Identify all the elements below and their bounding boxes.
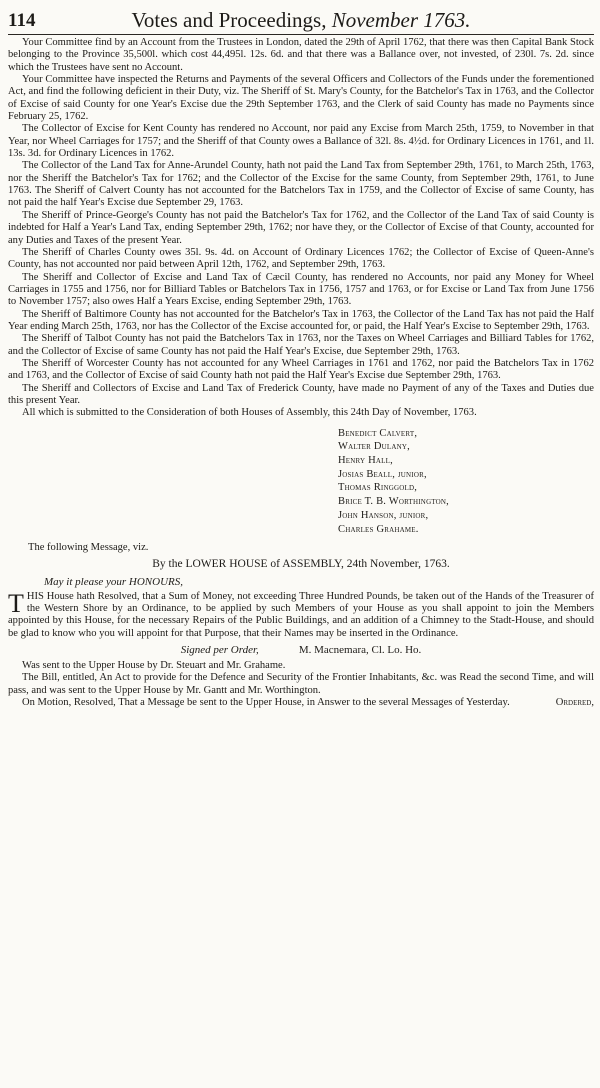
signatory: Josias Beall, junior, [338, 468, 427, 480]
message-intro: The following Message, viz. [28, 542, 149, 554]
closing-paragraph: The Bill, entitled, An Act to provide for the Defence and Security of the Frontier Inhabitants, &c. was Read the second Time, and will pass, and was sent to the Upper House by Mr. Gantt and Mr. Worthington. [8, 672, 594, 696]
report-paragraph: The Sheriff and Collector of Excise and Land Tax of Cæcil County, has rendered no Accounts, nor paid any Money for Wheel Carriages in 1755 and 1756, nor for Billiard Tables or Batchelors Tax in 1756, 1757 and 1763, or for Excise or Land Tax from June 1756 to November 1757; also owes Half a Years Excise, ending September 29th, 1763. [8, 271, 594, 308]
motion-paragraph [8, 697, 594, 709]
message-body-text: HIS House hath Resolved, that a Sum of Money, not exceeding Three Hundred Pounds, be taken out of the Hands of the Treasurer of the Western Shore by an Ordinance, to be applied by such Members of your House as you shall appoint to join the Members appointed by this House, for the necessary Repairs of the Public Buildings, and an addition of a Chimney to the Stadt-House, and should be glad to know who you will appoint for that Purpose, that their Names may be inserted in the Ordinance. [8, 590, 594, 639]
report-paragraph: All which is submitted to the Consideration of both Houses of Assembly, this 24th Day of November, 1763. [22, 407, 477, 419]
signatory: Walter Dulany, [338, 441, 410, 453]
motion-text: On Motion, Resolved, That a Message be sent to the Upper House, in Answer to the several Messages of Yesterday. [22, 697, 510, 709]
signatory: Henry Hall, [338, 455, 393, 467]
running-head-month: November 1763. [331, 8, 471, 32]
signatory: Charles Grahame. [338, 523, 419, 535]
report-paragraph: The Sheriff of Talbot County has not paid the Batchelors Tax in 1763, nor the Taxes on Wheel Carriages and Billiard Tables for 1762, and the Collector of Excise of same County has not paid the Half Year's Excise, due September 29th, 1763. [8, 333, 594, 357]
message-section [8, 542, 594, 657]
running-head [8, 8, 594, 33]
page-header [8, 6, 594, 35]
report-paragraph: The Sheriff of Prince-George's County has not paid the Batchelor's Tax for 1762, and the Collector of the Land Tax of said County is indebted for Half a Year's Land Tax, ending September 29th, 1762; nor have they, or the Collector of Excise of that County, accounted for any Duties and Taxes of the present Year. [8, 209, 594, 246]
clerk-name: M. Macnemara, Cl. Lo. Ho. [298, 644, 422, 656]
report-paragraph: Your Committee find by an Account from the Trustees in London, dated the 29th of April 1762, that there was then Capital Bank Stock belonging to the Province 35,500l. which cost 44,495l. 12s. 6d. and that there was a Ballance over, not invested, of 230l. 7s. 2d. since which the Trustees have sent no Account. [8, 37, 594, 73]
page-number: 114 [8, 10, 36, 31]
message-byline: By the LOWER HOUSE of ASSEMBLY, 24th November, 1763. [152, 557, 450, 570]
signatory-list [338, 427, 594, 537]
signatory: Brice T. B. Worthington, [338, 496, 450, 508]
report-paragraph: The Sheriff of Charles County owes 35l. 9s. 4d. on Account of Ordinary Licences 1762; the Collector of Excise of Queen-Anne's County, has not accounted nor paid between April 12th, 1762, and September 29th, 1763. [8, 246, 594, 271]
closing-paragraph: Was sent to the Upper House by Dr. Steuart and Mr. Grahame. [22, 660, 286, 671]
closing-section [8, 660, 594, 709]
signed-label: Signed per Order, [180, 644, 259, 656]
report-paragraph: The Sheriff and Collectors of Excise and Land Tax of Frederick County, have made no Payment of any of the Taxes and Duties due this present Year. [8, 382, 594, 406]
drop-cap: T [8, 588, 24, 618]
report-paragraph: Your Committee have inspected the Returns and Payments of the several Officers and Collectors of the Funds under the forementioned Act, and find the following deficient in their Duty, viz. The Sheriff of St. Mary's County, for the Batchelor's Tax in 1763, and the Collector of Excise of said County for one Year's Excise due the 29th September 1763, and the Clerk of said County has made no Payments since February 25, 1762. [8, 74, 594, 123]
signatory: Thomas Ringgold, [338, 482, 418, 494]
message-salutation: May it please your HONOURS, [44, 575, 184, 588]
signatory: John Hanson, junior, [338, 509, 429, 521]
report-paragraph: The Collector of Excise for Kent County has rendered no Account, nor paid any Excise from March 25th, 1759, to November in that Year, nor Wheel Carriages for 1757; and the Sheriff of that County owes a Ballance of 32l. 8s. 4½d. for Ordinary Licences in 1761, and 1l. 13s. 3d. for Ordinary Licences in 1762. [8, 123, 594, 160]
message-body [8, 588, 594, 640]
running-head-title: Votes and Proceedings, [131, 8, 332, 32]
report-paragraph: The Sheriff of Baltimore County has not accounted for the Batchelor's Tax in 1763, the Collector of the Land Tax has not paid the Half Year ending March 25th, 1763, nor has the Collector of the Excise accounted for, or paid, the Half Year's Excise to September 29th, 1763. [8, 308, 594, 332]
signatory: Benedict Calvert, [338, 427, 418, 439]
report-paragraph: The Collector of the Land Tax for Anne-Arundel County, hath not paid the Land Tax from September 29th, 1761, to March 25th, 1763, nor the Sheriff the Batchelor's Tax for 1762; and the Collector of the Excise for the same County, from September 29th, 1761, to June 1763. The Sheriff of Calvert County has not accounted for the Batchelors Tax in 1759, and the Collector of Excise of same County, has not paid the half Year's Excise due September 29, 1763. [8, 160, 594, 209]
committee-report [8, 37, 594, 420]
report-paragraph: The Sheriff of Worcester County has not accounted for any Wheel Carriages in 1761 and 1762, nor paid the Batchelors Tax in 1762 and 1763, and the Collector of Excise of said County hath not paid the Half Year's Excise due September 29th, 1763. [8, 357, 594, 382]
signature-line [8, 643, 594, 657]
ordered-word: Ordered, [555, 697, 594, 709]
